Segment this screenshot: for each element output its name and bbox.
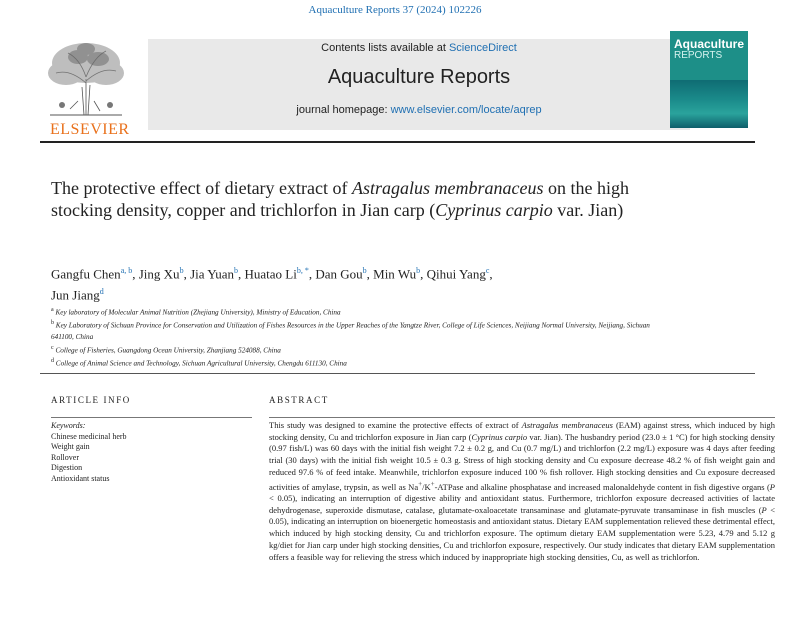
abstract-text: < 0.05), indicating an interruption of digestive ability and antioxidant status. Furthermore, trichlorfon exposure decreased activities of lactate dehydrogenase, superoxide dismutase, catalase, glutamate-oxaloacetate transaminase and glutamate-pyruvate transaminase in fish muscles (: [269, 493, 775, 515]
author-name[interactable]: Gangfu Chen: [51, 266, 121, 282]
keywords-label: Keywords:: [51, 421, 86, 430]
affiliation-item: [51, 343, 671, 356]
affiliation-mark: a: [51, 307, 54, 313]
header-info-box: [148, 39, 690, 130]
abstract-p-symbol: P: [769, 481, 775, 492]
contents-prefix: Contents lists available at: [321, 42, 449, 54]
citation-text[interactable]: Aquaculture Reports 37 (2024) 102226: [308, 4, 482, 16]
author-affiliation-mark[interactable]: b: [179, 266, 184, 275]
title-part-2: on the high stocking density, copper and trichlorfon in Jian carp (: [51, 178, 630, 220]
article-title: [51, 177, 691, 221]
article-info-heading: ARTICLE INFO: [51, 395, 131, 405]
affiliation-mark: b: [51, 320, 54, 327]
journal-cover-thumbnail[interactable]: [670, 31, 748, 128]
abstract-superscript: +: [418, 479, 423, 488]
keyword-item: Antioxidant status: [51, 473, 110, 483]
keyword-item: Chinese medicinal herb: [51, 431, 127, 441]
abstract-text: var. Jian). The husbandry period (23.0 ± 1 °C) for high stocking density (0.97 fish/L) was 60 days with the initial fish weight 7.2 ± 0.2 g, and Cu (0.7 mg/L) and trichlorfon (2.2 mg/L) exposure was 4 days after feeding trial (30 days) with the initial fish weight 10.5 ± 0.3 g. Stress of high stocking density and Cu exposure decrease 48.2 % of fish weight gain and reduced 97.6 % of feed intake. Meanwhile, trichlorfon exposure induced 100 % fish rollover. High stocking densities and Cu exposure decreased activities of amylase, trypsin, as well as Na: [269, 431, 776, 492]
cover-title: [674, 39, 746, 61]
contents-line: [148, 42, 690, 54]
keywords-block: [51, 421, 251, 484]
keyword-item: Weight gain: [51, 442, 90, 451]
tree-icon: [40, 39, 132, 117]
abstract-text: (EAM) against stress, which induced by high stocking density, Cu and trichlorfon exposure in Jian carp (: [269, 420, 775, 442]
title-species-2: Cyprinus carpio: [435, 200, 553, 220]
author-name[interactable]: Jun Jiang: [51, 287, 100, 303]
author-name[interactable]: Qihui Yang: [426, 266, 486, 282]
homepage-line: [148, 104, 690, 116]
keyword-item: Rollover: [51, 452, 79, 462]
author-affiliation-mark[interactable]: b: [416, 266, 421, 275]
author-separator: ,: [183, 266, 191, 282]
keyword-item: Digestion: [51, 463, 83, 472]
journal-header: [40, 31, 755, 138]
cover-subtitle: REPORTS: [674, 50, 723, 61]
affiliation-text: College of Animal Science and Technology, Sichuan Agricultural University, Chengdu 611130, China: [55, 359, 347, 368]
article-info-rule: [51, 417, 252, 418]
author-separator: ,: [238, 266, 245, 282]
journal-citation[interactable]: [0, 4, 790, 16]
abstract-text: This study was designed to examine the protective effects of extract of: [269, 420, 522, 430]
author-name[interactable]: Jing Xu: [138, 266, 180, 282]
journal-title[interactable]: Aquaculture Reports: [327, 66, 511, 88]
author-name[interactable]: Min Wu: [373, 266, 417, 282]
section-divider: [40, 373, 755, 374]
author-separator: ,: [420, 266, 427, 282]
cover-image: [670, 80, 748, 128]
journal-homepage-link[interactable]: www.elsevier.com/locate/aqrep: [390, 104, 542, 116]
author-affiliation-mark[interactable]: b: [362, 266, 367, 275]
affiliation-text: College of Fisheries, Guangdong Ocean University, Zhanjiang 524088, China: [55, 346, 281, 355]
affiliation-item: [51, 356, 671, 369]
abstract-text: -ATPase and alkaline phosphatase and increased malonaldehyde content in fish digestive organs (: [434, 481, 770, 492]
affiliation-list: [51, 305, 671, 370]
elsevier-wordmark: ELSEVIER: [50, 121, 130, 138]
author-name[interactable]: Dan Gou: [315, 266, 363, 282]
title-part-1: The protective effect of dietary extract of: [51, 178, 353, 198]
author-affiliation-mark[interactable]: b: [234, 266, 238, 275]
affiliation-mark: c: [51, 344, 54, 351]
author-affiliation-mark[interactable]: c: [485, 266, 490, 275]
abstract-heading: ABSTRACT: [269, 395, 329, 405]
abstract-p-symbol: P: [761, 504, 767, 515]
sciencedirect-link[interactable]: ScienceDirect: [448, 42, 517, 54]
author-affiliation-mark[interactable]: a, b: [120, 266, 133, 275]
cover-title-text: Aquaculture: [674, 37, 745, 51]
abstract-species: Cyprinus carpio: [471, 431, 528, 442]
affiliation-item: [51, 318, 671, 342]
affiliation-mark: d: [51, 358, 54, 365]
author-name[interactable]: Jia Yuan: [190, 266, 234, 282]
author-affiliation-mark[interactable]: d: [99, 287, 104, 297]
affiliation-item: [51, 305, 671, 318]
header-divider: [40, 141, 755, 143]
abstract-body: [269, 420, 775, 563]
affiliation-text: Key laboratory of Molecular Animal Nutrition (Zhejiang University), Ministry of Education, China: [55, 308, 341, 317]
author-separator: ,: [132, 266, 139, 282]
abstract-text: < 0.05), indicating an interruption on bioenergetic homeostasis and antioxidant status. Dietary EAM supplementation relieved these detrimental effect, which induced by high stocking density, Cu and trichlorfon exposure. The optimum dietary EAM supplementation were 5.23, 4.79 and 5.12 g kg/diet for Jian carp under high stocking densities, Cu and trichlorfon exposure, respectively. Our study indicates that dietary EAM supplementation offers a feasible way for relieving the stress which induced by inappropriate high stocking densities, Cu, as well as trichlorfon.: [269, 504, 776, 562]
author-separator: ,: [366, 266, 374, 282]
author-affiliation-mark[interactable]: b, *: [296, 266, 309, 275]
abstract-rule: [269, 417, 775, 418]
author-separator: ,: [308, 266, 316, 282]
homepage-label: journal homepage:: [296, 104, 391, 116]
elsevier-tree-logo[interactable]: [40, 39, 132, 139]
title-species-1: Astragalus membranaceus: [352, 178, 544, 198]
abstract-species: Astragalus membranaceus: [521, 420, 613, 430]
author-list: [51, 262, 691, 305]
abstract-text: /K: [422, 481, 431, 492]
author-separator: ,: [489, 266, 493, 282]
abstract-superscript: +: [430, 479, 435, 488]
author-name[interactable]: Huatao Li: [244, 266, 297, 282]
affiliation-text: Key Laboratory of Sichuan Province for Conservation and Utilization of Fishes Resources in the Upper Reaches of the Yangtze River, College of Life Sciences, Neijiang Normal University, Neijiang, Sichuan 641100, China: [51, 321, 650, 341]
title-part-3: var. Jian): [552, 200, 624, 220]
